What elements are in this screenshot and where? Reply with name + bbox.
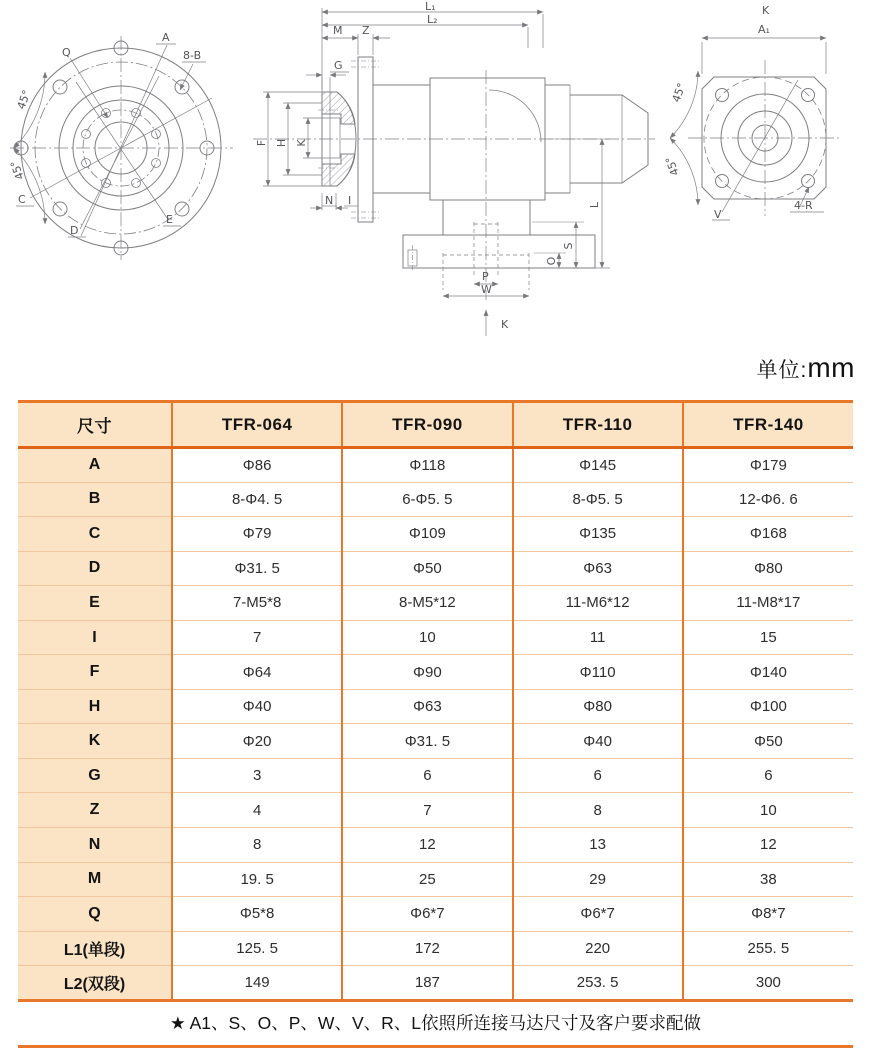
section-view: [253, 0, 655, 336]
dimension-value: 8: [513, 793, 683, 828]
label-p: P: [482, 270, 489, 283]
col-header-dimension: 尺寸: [18, 402, 172, 448]
label-8b: 8-B: [183, 49, 202, 62]
label-l: L: [588, 201, 601, 209]
dimension-value: Φ179: [683, 448, 853, 483]
dimension-value: 172: [342, 931, 512, 966]
footnote: ★ A1、S、O、P、W、V、R、L依照所连接马达尺寸及客户要求配做: [169, 1013, 701, 1033]
table-row: [18, 551, 853, 586]
unit-prefix: 单位:: [756, 359, 808, 382]
dimension-value: 11-M6*12: [513, 586, 683, 621]
table-row: [18, 897, 853, 932]
row-label: M: [18, 862, 172, 897]
dimension-value: Φ109: [342, 517, 512, 552]
label-view-name-k: K: [762, 4, 770, 17]
dimension-value: Φ80: [513, 689, 683, 724]
dimension-value: Φ31. 5: [172, 551, 342, 586]
row-label: H: [18, 689, 172, 724]
row-label: D: [18, 551, 172, 586]
dimension-value: 6: [513, 758, 683, 793]
dimension-value: 3: [172, 758, 342, 793]
col-header-model: TFR-140: [683, 402, 853, 448]
label-z: Z: [362, 24, 370, 37]
dimension-value: 8-Φ5. 5: [513, 482, 683, 517]
row-label: B: [18, 482, 172, 517]
label-h: H: [275, 138, 288, 148]
dimension-value: 19. 5: [172, 862, 342, 897]
dimension-value: 4: [172, 793, 342, 828]
dimension-value: 12: [683, 828, 853, 863]
dimension-value: Φ40: [513, 724, 683, 759]
row-label: L2(双段): [18, 966, 172, 1001]
table-row: [18, 482, 853, 517]
row-label: E: [18, 586, 172, 621]
dimension-value: 12: [342, 828, 512, 863]
table-row: [18, 517, 853, 552]
dimension-value: 8-M5*12: [342, 586, 512, 621]
dimension-value: 25: [342, 862, 512, 897]
housing-outline: [373, 78, 648, 235]
dimension-value: Φ40: [172, 689, 342, 724]
dimension-value: Φ6*7: [513, 897, 683, 932]
table-row: [18, 862, 853, 897]
label-k: K: [295, 139, 308, 147]
unit-label: [757, 352, 856, 384]
table-row: [18, 655, 853, 690]
row-label: F: [18, 655, 172, 690]
table-header-row: [18, 402, 853, 448]
col-header-model: TFR-090: [342, 402, 512, 448]
dimension-value: Φ31. 5: [342, 724, 512, 759]
dimension-value: 7: [342, 793, 512, 828]
label-4r: 4-R: [794, 199, 813, 212]
table-row: [18, 724, 853, 759]
label-e: E: [166, 213, 173, 226]
bottom-mounting-plate: [403, 222, 595, 290]
table-row: [18, 931, 853, 966]
label-angle-lower: 45°: [662, 154, 682, 178]
label-w: W: [481, 283, 492, 296]
dimension-table: [18, 400, 853, 1002]
dimension-value: Φ79: [172, 517, 342, 552]
table-row: [18, 620, 853, 655]
dimension-value: 13: [513, 828, 683, 863]
dimension-value: 125. 5: [172, 931, 342, 966]
row-label: L1(单段): [18, 931, 172, 966]
dimension-lines: [670, 38, 826, 220]
dimension-value: Φ50: [342, 551, 512, 586]
row-label: Q: [18, 897, 172, 932]
row-label: G: [18, 758, 172, 793]
dimension-value: 6-Φ5. 5: [342, 482, 512, 517]
label-a: A: [162, 31, 170, 44]
label-f: F: [255, 139, 268, 147]
col-header-model: TFR-064: [172, 402, 342, 448]
dimension-value: 149: [172, 966, 342, 1001]
bottom-rule: [18, 1045, 853, 1048]
table-row: [18, 448, 853, 483]
table-row: [18, 966, 853, 1001]
dimension-value: 8: [172, 828, 342, 863]
label-s: S: [562, 242, 575, 250]
label-c: C: [18, 193, 26, 206]
dimension-value: 8-Φ4. 5: [172, 482, 342, 517]
row-label: N: [18, 828, 172, 863]
dimension-value: Φ6*7: [342, 897, 512, 932]
dimension-value: Φ145: [513, 448, 683, 483]
output-face-view: [663, 4, 842, 221]
col-header-model: TFR-110: [513, 402, 683, 448]
dimension-value: 6: [342, 758, 512, 793]
label-v: V: [714, 208, 722, 221]
table-row: [18, 586, 853, 621]
table-row: [18, 828, 853, 863]
dimension-value: Φ20: [172, 724, 342, 759]
dimension-value: 7-M5*8: [172, 586, 342, 621]
table-row: [18, 689, 853, 724]
dimension-value: 253. 5: [513, 966, 683, 1001]
label-l1: L₁: [425, 0, 436, 13]
dimension-value: Φ168: [683, 517, 853, 552]
dimension-value: Φ63: [342, 689, 512, 724]
dimension-value: 10: [342, 620, 512, 655]
dimension-value: 11: [513, 620, 683, 655]
dimension-value: 6: [683, 758, 853, 793]
label-i: I: [348, 194, 352, 207]
dimension-value: 255. 5: [683, 931, 853, 966]
technical-drawings: [0, 0, 871, 348]
label-g: G: [334, 59, 343, 72]
dimension-value: Φ100: [683, 689, 853, 724]
dimension-value: 11-M8*17: [683, 586, 853, 621]
label-n: N: [325, 194, 334, 207]
unit-value: mm: [807, 352, 855, 383]
dimension-value: Φ90: [342, 655, 512, 690]
row-label: A: [18, 448, 172, 483]
dimension-value: Φ110: [513, 655, 683, 690]
label-angle-upper: 45°: [669, 81, 689, 105]
dimension-value: 220: [513, 931, 683, 966]
row-label: K: [18, 724, 172, 759]
dimension-value: 38: [683, 862, 853, 897]
table-row: [18, 793, 853, 828]
row-label: C: [18, 517, 172, 552]
dimension-value: Φ140: [683, 655, 853, 690]
dimension-value: Φ50: [683, 724, 853, 759]
row-label: Z: [18, 793, 172, 828]
dimension-value: Φ86: [172, 448, 342, 483]
label-angle-lower: 45°: [7, 158, 27, 182]
dimension-value: Φ64: [172, 655, 342, 690]
dimension-value: 29: [513, 862, 683, 897]
dimension-value: 187: [342, 966, 512, 1001]
label-angle-upper: 45°: [14, 88, 34, 112]
dimension-value: Φ5*8: [172, 897, 342, 932]
label-d: D: [70, 224, 79, 237]
label-l2: L₂: [427, 13, 438, 26]
dimension-value: Φ80: [683, 551, 853, 586]
dimension-value: Φ8*7: [683, 897, 853, 932]
dimension-value: Φ135: [513, 517, 683, 552]
dimension-value: Φ63: [513, 551, 683, 586]
label-o: O: [545, 256, 558, 266]
dimension-value: 7: [172, 620, 342, 655]
table-row: [18, 758, 853, 793]
row-label: I: [18, 620, 172, 655]
front-flange-view: [8, 31, 233, 260]
label-q: Q: [62, 46, 71, 59]
dimension-lines: [263, 8, 610, 336]
dimension-value: 10: [683, 793, 853, 828]
dimension-value: 12-Φ6. 6: [683, 482, 853, 517]
dimension-value: Φ118: [342, 448, 512, 483]
label-a1: A₁: [758, 23, 770, 36]
label-view-k: K: [501, 318, 509, 331]
label-m: M: [333, 24, 343, 37]
dimension-value: 15: [683, 620, 853, 655]
dimension-value: 300: [683, 966, 853, 1001]
